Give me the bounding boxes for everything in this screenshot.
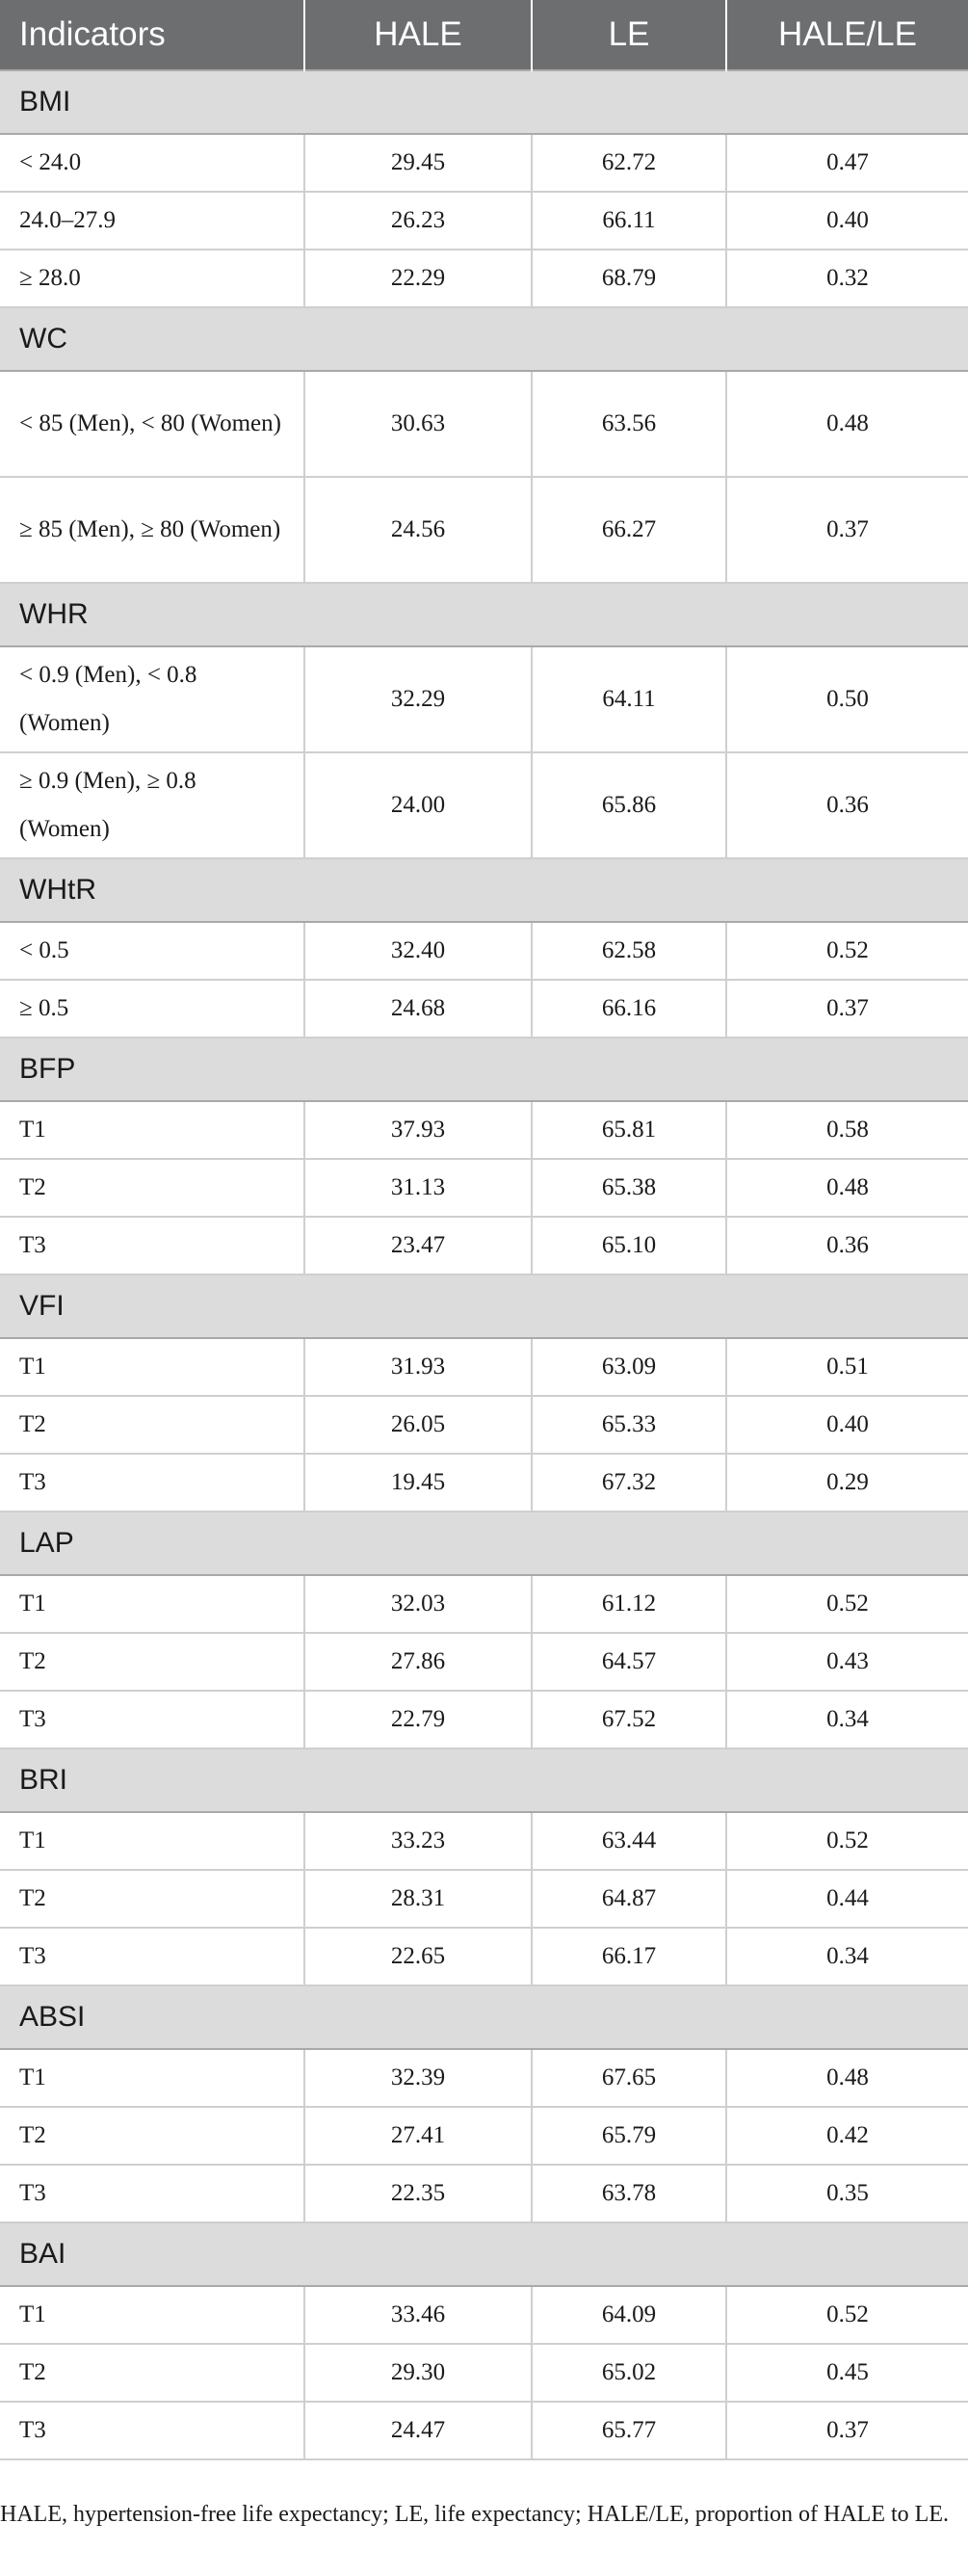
le-value: 64.57 [532,1633,726,1691]
row-label: T2 [0,1396,304,1454]
table-row [0,1870,968,1928]
table-row [0,2049,968,2107]
group-row [0,1748,968,1812]
le-value: 65.79 [532,2107,726,2165]
hale-le-value: 0.51 [726,1338,968,1396]
group-label: BRI [0,1748,968,1812]
le-value: 64.11 [532,646,726,752]
hale-value: 22.79 [304,1691,532,1748]
table-row [0,1928,968,1985]
row-label: T3 [0,1691,304,1748]
group-label: VFI [0,1275,968,1338]
le-value: 65.38 [532,1159,726,1217]
row-label: < 0.9 (Men), < 0.8 (Women) [0,646,304,752]
hale-le-value: 0.42 [726,2107,968,2165]
le-value: 67.65 [532,2049,726,2107]
le-value: 66.17 [532,1928,726,1985]
hale-value: 32.29 [304,646,532,752]
table-row [0,2344,968,2402]
table-row [0,477,968,583]
hale-value: 31.93 [304,1338,532,1396]
hale-le-value: 0.40 [726,1396,968,1454]
group-label: WC [0,307,968,371]
row-label: < 0.5 [0,922,304,980]
hale-value: 24.00 [304,752,532,858]
hale-le-value: 0.35 [726,2165,968,2222]
le-value: 63.09 [532,1338,726,1396]
row-label: ≥ 0.5 [0,980,304,1038]
hale-value: 32.40 [304,922,532,980]
hale-le-value: 0.34 [726,1691,968,1748]
row-label: T2 [0,1159,304,1217]
le-value: 63.56 [532,371,726,477]
hale-le-value: 0.52 [726,2286,968,2344]
group-label: ABSI [0,1985,968,2049]
group-label: BMI [0,70,968,134]
table-row [0,1396,968,1454]
hale-value: 24.68 [304,980,532,1038]
table-row [0,1691,968,1748]
hale-le-value: 0.37 [726,2402,968,2459]
hale-le-value: 0.52 [726,1575,968,1633]
le-value: 67.32 [532,1454,726,1511]
row-label: T2 [0,2344,304,2402]
hale-value: 26.23 [304,192,532,250]
hale-le-value: 0.48 [726,2049,968,2107]
le-value: 65.10 [532,1217,726,1275]
group-row [0,2222,968,2286]
le-value: 65.02 [532,2344,726,2402]
le-value: 62.58 [532,922,726,980]
hale-value: 22.35 [304,2165,532,2222]
table-row [0,250,968,307]
hale-le-value: 0.36 [726,1217,968,1275]
hale-value: 26.05 [304,1396,532,1454]
group-row [0,1038,968,1101]
le-value: 65.81 [532,1101,726,1159]
table-row [0,922,968,980]
table-row [0,192,968,250]
row-label: T1 [0,2049,304,2107]
le-value: 66.16 [532,980,726,1038]
table-row [0,2286,968,2344]
row-label: T1 [0,1575,304,1633]
row-label: T1 [0,2286,304,2344]
hale-le-value: 0.52 [726,922,968,980]
le-value: 63.44 [532,1812,726,1870]
row-label: T3 [0,2402,304,2459]
row-label: T2 [0,1870,304,1928]
hale-le-value: 0.40 [726,192,968,250]
header-hale: HALE [304,0,532,70]
row-label: T3 [0,1217,304,1275]
table-row [0,134,968,192]
table-row [0,1812,968,1870]
hale-le-value: 0.45 [726,2344,968,2402]
table-row [0,2107,968,2165]
group-label: WHR [0,583,968,646]
table-row [0,371,968,477]
hale-value: 27.86 [304,1633,532,1691]
group-row [0,307,968,371]
hale-value: 19.45 [304,1454,532,1511]
hale-value: 28.31 [304,1870,532,1928]
hale-value: 30.63 [304,371,532,477]
hale-value: 22.65 [304,1928,532,1985]
row-label: T1 [0,1812,304,1870]
table-row [0,1454,968,1511]
row-label: ≥ 85 (Men), ≥ 80 (Women) [0,477,304,583]
le-value: 63.78 [532,2165,726,2222]
hale-value: 32.39 [304,2049,532,2107]
header-le: LE [532,0,726,70]
le-value: 62.72 [532,134,726,192]
row-label: T1 [0,1338,304,1396]
le-value: 65.86 [532,752,726,858]
table-row [0,1338,968,1396]
hale-value: 24.56 [304,477,532,583]
group-label: LAP [0,1511,968,1575]
le-value: 61.12 [532,1575,726,1633]
le-value: 68.79 [532,250,726,307]
hale-le-value: 0.50 [726,646,968,752]
hale-value: 27.41 [304,2107,532,2165]
table-row [0,646,968,752]
row-label: ≥ 0.9 (Men), ≥ 0.8 (Women) [0,752,304,858]
le-value: 66.27 [532,477,726,583]
row-label: < 24.0 [0,134,304,192]
hale-le-value: 0.44 [726,1870,968,1928]
group-label: BFP [0,1038,968,1101]
table-row [0,980,968,1038]
hale-value: 33.23 [304,1812,532,1870]
header-row [0,0,968,70]
hale-value: 23.47 [304,1217,532,1275]
le-value: 65.77 [532,2402,726,2459]
row-label: < 85 (Men), < 80 (Women) [0,371,304,477]
table-row [0,2402,968,2459]
le-value: 67.52 [532,1691,726,1748]
hale-le-value: 0.37 [726,980,968,1038]
table-body [0,70,968,2459]
table-footnote: HALE, hypertension-free life expectancy; LE, life expectancy; HALE/LE, proportion of HALE to LE. [0,2502,949,2527]
hale-value: 24.47 [304,2402,532,2459]
group-row [0,1985,968,2049]
row-label: T2 [0,2107,304,2165]
group-label: BAI [0,2222,968,2286]
hale-value: 37.93 [304,1101,532,1159]
hale-value: 29.45 [304,134,532,192]
row-label: T3 [0,1454,304,1511]
table-row [0,2165,968,2222]
table-row [0,1633,968,1691]
table-row [0,1217,968,1275]
row-label: T3 [0,1928,304,1985]
group-row [0,858,968,922]
group-row [0,1511,968,1575]
group-row [0,1275,968,1338]
hale-le-value: 0.36 [726,752,968,858]
hale-le-value: 0.52 [726,1812,968,1870]
table-row [0,752,968,858]
table-row [0,1159,968,1217]
hale-value: 33.46 [304,2286,532,2344]
group-label: WHtR [0,858,968,922]
row-label: T3 [0,2165,304,2222]
header-hale-le: HALE/LE [726,0,968,70]
hale-le-value: 0.58 [726,1101,968,1159]
hale-le-value: 0.32 [726,250,968,307]
group-row [0,583,968,646]
hale-le-value: 0.29 [726,1454,968,1511]
hale-value: 31.13 [304,1159,532,1217]
le-value: 64.87 [532,1870,726,1928]
row-label: T2 [0,1633,304,1691]
header-indicators: Indicators [0,0,304,70]
hale-value: 32.03 [304,1575,532,1633]
hale-le-value: 0.48 [726,1159,968,1217]
table-row [0,1101,968,1159]
row-label: T1 [0,1101,304,1159]
hale-le-value: 0.48 [726,371,968,477]
hale-le-value: 0.43 [726,1633,968,1691]
group-row [0,70,968,134]
hale-value: 22.29 [304,250,532,307]
row-label: 24.0–27.9 [0,192,304,250]
hale-le-value: 0.47 [726,134,968,192]
hale-le-value: 0.37 [726,477,968,583]
le-value: 64.09 [532,2286,726,2344]
le-value: 66.11 [532,192,726,250]
le-value: 65.33 [532,1396,726,1454]
hale-value: 29.30 [304,2344,532,2402]
hale-le-value: 0.34 [726,1928,968,1985]
table-row [0,1575,968,1633]
row-label: ≥ 28.0 [0,250,304,307]
